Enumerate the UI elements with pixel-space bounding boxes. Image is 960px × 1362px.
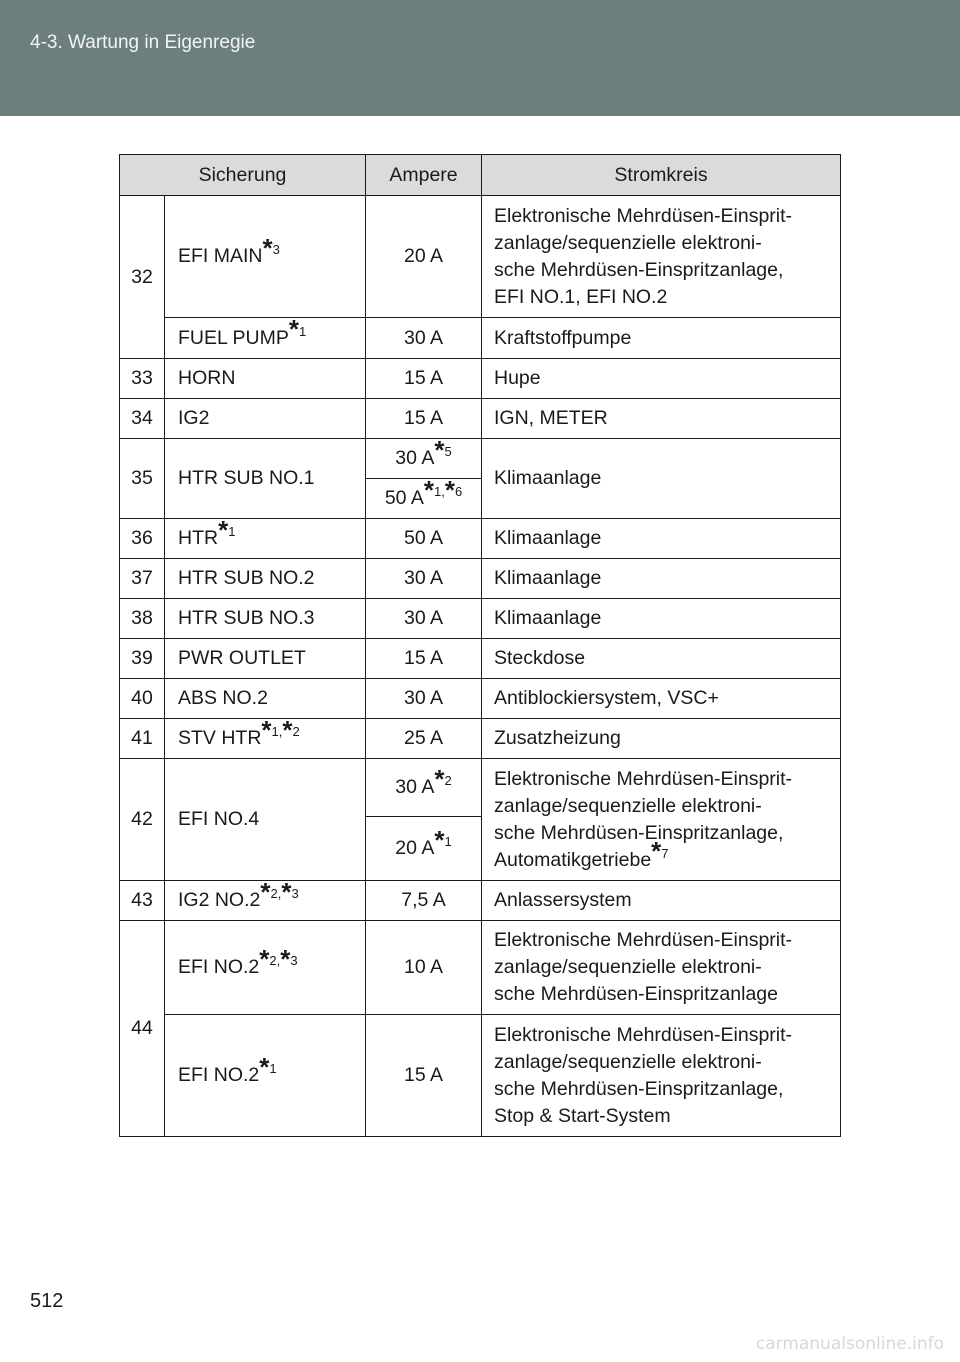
table-row <box>120 359 841 399</box>
fuse-circuit: Hupe <box>482 359 841 399</box>
fuse-ampere: 30 A <box>366 559 482 599</box>
fuse-ampere: 30 A*$^5$ <box>366 439 482 479</box>
fuse-number: 35 <box>120 439 165 519</box>
fuse-ampere: 10 A <box>366 921 482 1015</box>
fuse-ampere: 15 A <box>366 399 482 439</box>
fuse-circuit: Klimaanlage <box>482 519 841 559</box>
fuse-name: IG2 <box>165 399 366 439</box>
fuse-circuit: Anlassersystem <box>482 881 841 921</box>
fuse-circuit: Elektronische Mehrdüsen-Einsprit- zanlage/sequenzielle elektroni- sche Mehrdüsen-Einspritzanlage <box>482 921 841 1015</box>
table-row <box>120 679 841 719</box>
fuse-number: 40 <box>120 679 165 719</box>
fuse-name: HTR SUB NO.3 <box>165 599 366 639</box>
fuse-circuit: Klimaanlage <box>482 439 841 519</box>
column-header-ampere: Ampere <box>366 155 482 196</box>
fuse-name: ABS NO.2 <box>165 679 366 719</box>
table-row <box>120 1015 841 1137</box>
fuse-circuit: Zusatzheizung <box>482 719 841 759</box>
fuse-number: 38 <box>120 599 165 639</box>
fuse-number: 33 <box>120 359 165 399</box>
fuse-number: 32 <box>120 196 165 359</box>
fuse-ampere: 20 A*$^1$ <box>366 817 482 881</box>
fuse-circuit: Steckdose <box>482 639 841 679</box>
fuse-name: HTR*$^1$ <box>165 519 366 559</box>
table-row <box>120 599 841 639</box>
watermark: carmanualsonline.info <box>755 1334 944 1354</box>
table-row <box>120 559 841 599</box>
table-row <box>120 439 841 479</box>
fuse-name: HTR SUB NO.2 <box>165 559 366 599</box>
fuse-circuit: Elektronische Mehrdüsen-Einsprit- zanlage/sequenzielle elektroni- sche Mehrdüsen-Einspritzanlage, Automatikgetriebe*$^7$ <box>482 759 841 881</box>
fuse-name: EFI NO.4 <box>165 759 366 881</box>
fuse-name: EFI MAIN*$^3$ <box>165 196 366 318</box>
page-header <box>0 0 960 116</box>
fuse-name: STV HTR*$^{1,}$*$^2$ <box>165 719 366 759</box>
fuse-ampere: 15 A <box>366 1015 482 1137</box>
table-row <box>120 519 841 559</box>
fuse-circuit: Elektronische Mehrdüsen-Einsprit- zanlage/sequenzielle elektroni- sche Mehrdüsen-Einspritzanlage, Stop & Start-System <box>482 1015 841 1137</box>
fuse-name: IG2 NO.2*$^{2,}$*$^3$ <box>165 881 366 921</box>
fuse-ampere: 25 A <box>366 719 482 759</box>
fuse-ampere: 15 A <box>366 359 482 399</box>
fuse-name: EFI NO.2*$^1$ <box>165 1015 366 1137</box>
fuse-name: EFI NO.2*$^{2,}$*$^3$ <box>165 921 366 1015</box>
table-row <box>120 881 841 921</box>
fuse-number: 41 <box>120 719 165 759</box>
fuse-number: 43 <box>120 881 165 921</box>
fuse-ampere: 50 A <box>366 519 482 559</box>
fuse-number: 37 <box>120 559 165 599</box>
column-header-circuit: Stromkreis <box>482 155 841 196</box>
fuse-name: HTR SUB NO.1 <box>165 439 366 519</box>
table-row <box>120 719 841 759</box>
fuse-ampere: 30 A <box>366 599 482 639</box>
fuse-circuit: Klimaanlage <box>482 559 841 599</box>
fuse-circuit: Klimaanlage <box>482 599 841 639</box>
fuse-number: 44 <box>120 921 165 1137</box>
fuse-number: 36 <box>120 519 165 559</box>
fuse-ampere: 20 A <box>366 196 482 318</box>
fuse-number: 39 <box>120 639 165 679</box>
fuse-circuit: Antiblockiersystem, VSC+ <box>482 679 841 719</box>
fuse-name: HORN <box>165 359 366 399</box>
page-number: 512 <box>30 1290 64 1312</box>
fuse-ampere: 50 A*$^{1,}$*$^6$ <box>366 479 482 519</box>
fuse-ampere: 30 A <box>366 679 482 719</box>
column-header-fuse: Sicherung <box>120 155 366 196</box>
fuse-ampere: 30 A*$^2$ <box>366 759 482 817</box>
table-row <box>120 196 841 318</box>
table-header-row <box>120 155 841 196</box>
table-row <box>120 639 841 679</box>
table-row <box>120 759 841 817</box>
fuse-name: PWR OUTLET <box>165 639 366 679</box>
section-title: 4-3. Wartung in Eigenregie <box>30 32 256 53</box>
fuse-table <box>119 154 841 1137</box>
fuse-circuit: Elektronische Mehrdüsen-Einsprit- zanlage/sequenzielle elektroni- sche Mehrdüsen-Einspritzanlage, EFI NO.1, EFI NO.2 <box>482 196 841 318</box>
table-row <box>120 921 841 1015</box>
fuse-number: 42 <box>120 759 165 881</box>
fuse-ampere: 30 A <box>366 318 482 359</box>
fuse-ampere: 7,5 A <box>366 881 482 921</box>
fuse-number: 34 <box>120 399 165 439</box>
fuse-circuit: IGN, METER <box>482 399 841 439</box>
table-row <box>120 399 841 439</box>
fuse-circuit: Kraftstoffpumpe <box>482 318 841 359</box>
table-row <box>120 318 841 359</box>
fuse-name: FUEL PUMP*$^1$ <box>165 318 366 359</box>
fuse-ampere: 15 A <box>366 639 482 679</box>
